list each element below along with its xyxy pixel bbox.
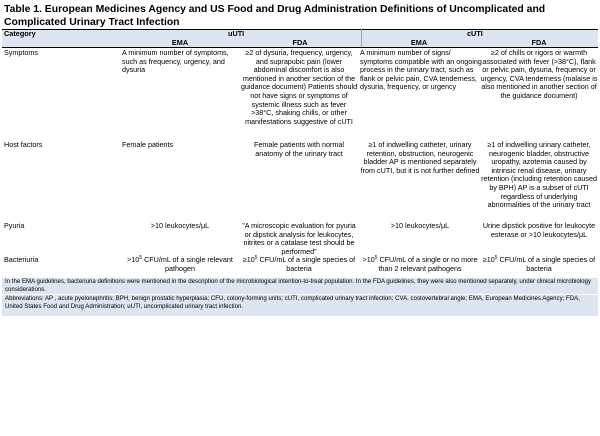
row-pyuria-uuti-fda: "A microscopic evaluation for pyuria or dipstick analysis for leukocytes, nitrites or a catalase test should be performed" xyxy=(242,221,356,256)
footnote-abbreviations-text: Abbreviations: AP , acute pyelonephritis; BPH, benign prostatic hyperplasia; CFU, colony-forming units; cUTI, complicated urinary tract infection; CVA, costovertebral angle; EMA, European Medicines Agency; FDA, United States Food and Drug Administration; uUTI, uncomplicated urinary tract infection. xyxy=(5,295,580,311)
row-symptoms-cuti-ema: A minimum number of signs/ symptoms compatible with an ongoing process in the urinary tract, such as flank or pelvic pain, CVA tenderness, dysuria, frequency, or urgency xyxy=(360,48,482,92)
row-pyuria-cuti-fda: Urine dipstick positive for leukocyte esterase or >10 leukocytes/μL xyxy=(482,221,596,239)
row-bacteriuria-uuti-ema: $>10^5$ CFU/mL of a single relevant pathogen xyxy=(127,255,233,273)
row-symptoms-cuti-fda: ≥2 of chills or rigors or warmth associated with fever (>38°C), flank or pelvic pain, dysuria, frequency or urgency, CVA tenderness (malaise is also mentioned in another section of the guidance document) xyxy=(480,48,598,100)
header-uuti-fda: FDA xyxy=(292,38,308,47)
row-symptoms-category: Symptoms xyxy=(4,48,38,57)
header-cuti-fda: FDA xyxy=(531,38,547,47)
row-bacteriuria-cuti-ema: $>10^5$ CFU/mL of a single or no more than 2 relevant pathogens xyxy=(362,255,478,273)
table-title: Table 1. European Medicines Agency and US Food and Drug Administration Definitions of Uncomplicated and Complicated Urinary Tract Infection xyxy=(4,4,546,28)
row-host-uuti-fda: Female patients with normal anatomy of the urinary tract xyxy=(254,140,344,158)
header-cuti: cUTI xyxy=(467,29,483,38)
footnote-note xyxy=(2,278,598,295)
row-symptoms-uuti-fda: ≥2 of dysuria, frequency, urgency, and suprapubic pain (lower abdominal discomfort is also mentioned in another section of the guidance document) Patients should not have signs or symptoms of systemic illness such as fever >38°C, shaking chills, or other manifestations suggestive of cUTI xyxy=(240,48,358,126)
table-top-rule xyxy=(2,29,598,30)
footnote-note-text: In the EMA guidelines, bacteriuria definitions were mentioned in the description of the microbiological intention-to-treat population. In the FDA guidelines, they were also mentioned separately, under clinical microbiology considerations. xyxy=(5,278,591,294)
row-host-uuti-ema: Female patients xyxy=(122,140,174,149)
row-symptoms-uuti-ema: A minimum number of symptoms, such as frequency, urgency, and dysuria xyxy=(122,48,229,75)
row-bacteriuria-category: Bacteriuria xyxy=(4,255,39,264)
row-bacteriuria-uuti-fda: $\ge 10^5$ CFU/mL of a single species of bacteria xyxy=(242,255,356,273)
header-category: Category xyxy=(4,29,36,38)
row-pyuria-cuti-ema: >10 leukocytes/μL xyxy=(390,221,450,230)
header-cuti-ema: EMA xyxy=(410,38,428,47)
row-host-cuti-ema: ≥1 of indwelling catheter, urinary retention, obstruction, neurogenic bladder AP is mentioned separately from cUTI, but it is not further defined xyxy=(360,140,480,175)
row-bacteriuria-cuti-fda: $\ge 10^5$ CFU/mL of a single species of bacteria xyxy=(482,255,596,273)
row-pyuria-uuti-ema: >10 leukocytes/μL xyxy=(150,221,210,230)
header-band-row1 xyxy=(2,29,598,38)
footnote-abbreviations xyxy=(2,295,598,316)
row-pyuria-category: Pyuria xyxy=(4,221,25,230)
row-host-cuti-fda: ≥1 of indwelling urinary catheter, neurogenic bladder, obstructive uropathy, azotemia caused by intrinsic renal disease, urinary retention (including retention caused by BPH) AP is a subset of cUTI regardless of underlying abnormalities of the urinary tract xyxy=(481,140,597,210)
row-host-category: Host factors xyxy=(4,140,43,149)
header-uuti-ema: EMA xyxy=(171,38,189,47)
header-uuti: uUTI xyxy=(228,29,245,38)
